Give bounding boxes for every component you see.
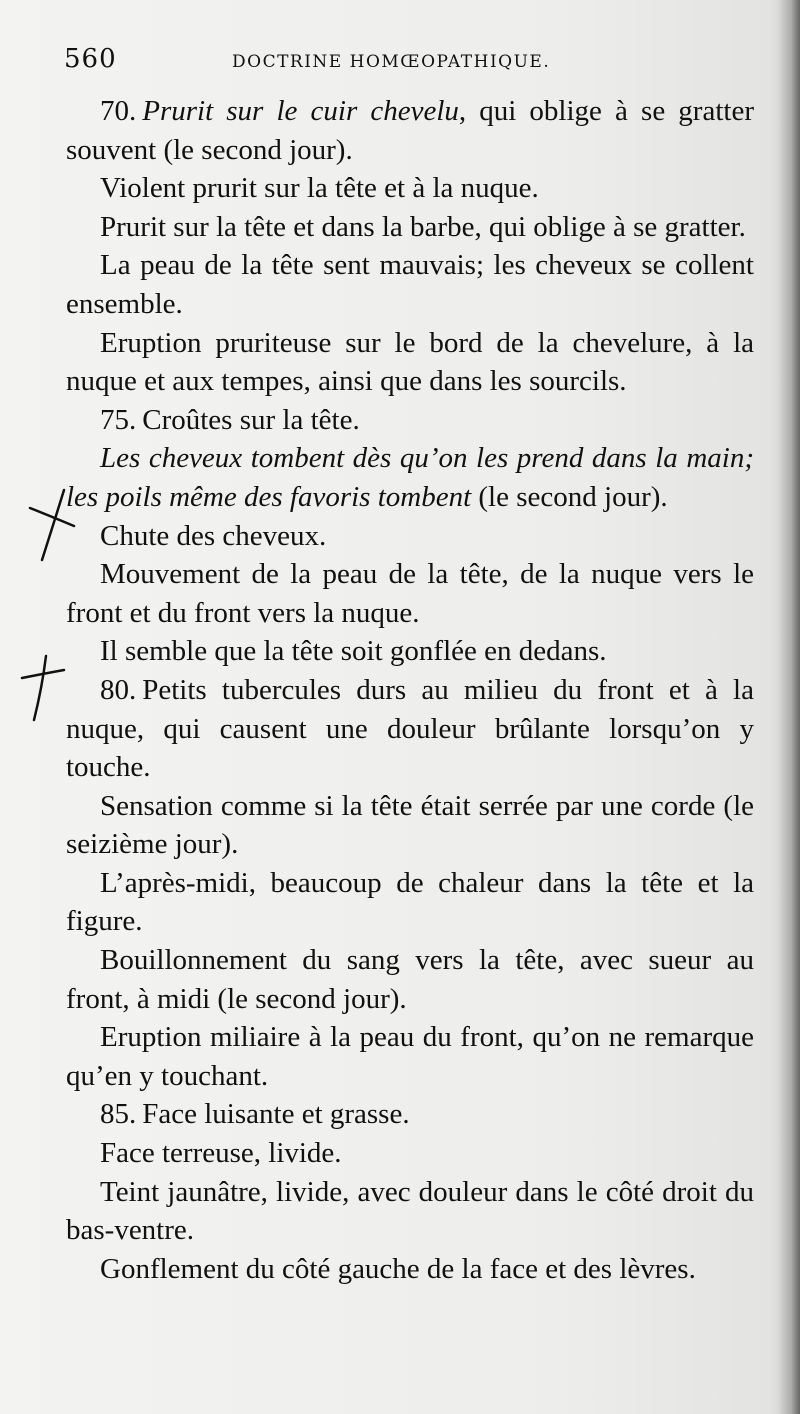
paragraph-text: Il semble que la tête soit gonflée en dedans. [100,635,607,668]
handwritten-cross-mark [28,486,78,566]
paragraph-number: 80. [100,673,137,706]
paragraph-number: 70. [100,95,137,127]
italic-text: Les cheveux tombent dès qu’on les prend dans la main; les poils même des favoris tombent [66,442,754,513]
paragraph [66,208,754,247]
paragraph [66,941,754,1018]
paragraph [66,1250,754,1289]
paragraph [66,1095,754,1134]
paragraph-text: Face luisante et grasse. [142,1098,410,1131]
paragraph-text: Eruption miliaire à la peau du front, qu’on ne remarque qu’en y touchant. [66,1021,754,1092]
paragraph [66,324,754,401]
page-number: 560 [64,44,117,74]
paragraph-text: Sensation comme si la tête était serrée par une corde (le seizième jour). [66,789,754,861]
paragraph-number: 85. [100,1098,137,1131]
page-header [64,44,764,84]
paragraph [66,864,754,941]
paragraph-text: Eruption pruriteuse sur le bord de la chevelure, à la nuque et aux tempes, ainsi que dans les sourcils. [66,326,754,398]
paragraph-text: Gonflement du côté gauche de la face et des lèvres. [100,1252,696,1285]
running-head: DOCTRINE HOMŒOPATHIQUE. [232,52,551,72]
paragraph [66,439,754,516]
paragraph [66,246,754,323]
paragraph [66,632,754,671]
paragraph-text: La peau de la tête sent mauvais; les cheveux se collent ensemble. [66,249,754,320]
paragraph-text: Violent prurit sur la tête et à la nuque. [100,172,539,205]
paragraph-text: L’après-midi, beaucoup de chaleur dans la tête et la figure. [66,866,754,938]
paragraph-text: Chute des cheveux. [100,519,327,552]
paragraph-text: (le second jour). [471,480,668,513]
paragraph [66,1134,754,1173]
paragraph [66,169,754,208]
paragraph-text: , qui oblige à se gratter souvent (le second jour). [66,95,754,166]
paragraph-text: Mouvement de la peau de la tête, de la nuque vers le front et du front vers la nuque. [66,558,754,629]
paragraph-text: Face terreuse, livide. [100,1137,342,1170]
paragraph-text: Prurit sur la tête et dans la barbe, qui oblige à se gratter. [100,210,746,243]
paragraph [66,1173,754,1250]
paragraph [66,787,754,864]
paragraph-text: Croûtes sur la tête. [142,403,360,436]
paragraph-number: 75. [100,403,137,436]
paragraph [66,517,754,556]
paragraph [66,671,754,787]
paragraph [66,92,754,169]
paragraph [66,1018,754,1095]
paragraph [66,555,754,632]
paragraph-text: Teint jaunâtre, livide, avec douleur dans le côté droit du bas-ventre. [66,1175,754,1247]
handwritten-cross-mark [20,652,70,724]
paragraph-text: Petits tubercules durs au milieu du front et à la nuque, qui causent une douleur brûlante lorsqu’on y touche. [66,673,754,784]
paragraph [66,401,754,440]
italic-text: Prurit sur le cuir chevelu [142,95,459,127]
page-edge-shadow [778,0,800,1414]
paragraph-text: Bouillonnement du sang vers la tête, avec sueur au front, à midi (le second jour). [66,944,754,1015]
body-text [66,92,754,1288]
